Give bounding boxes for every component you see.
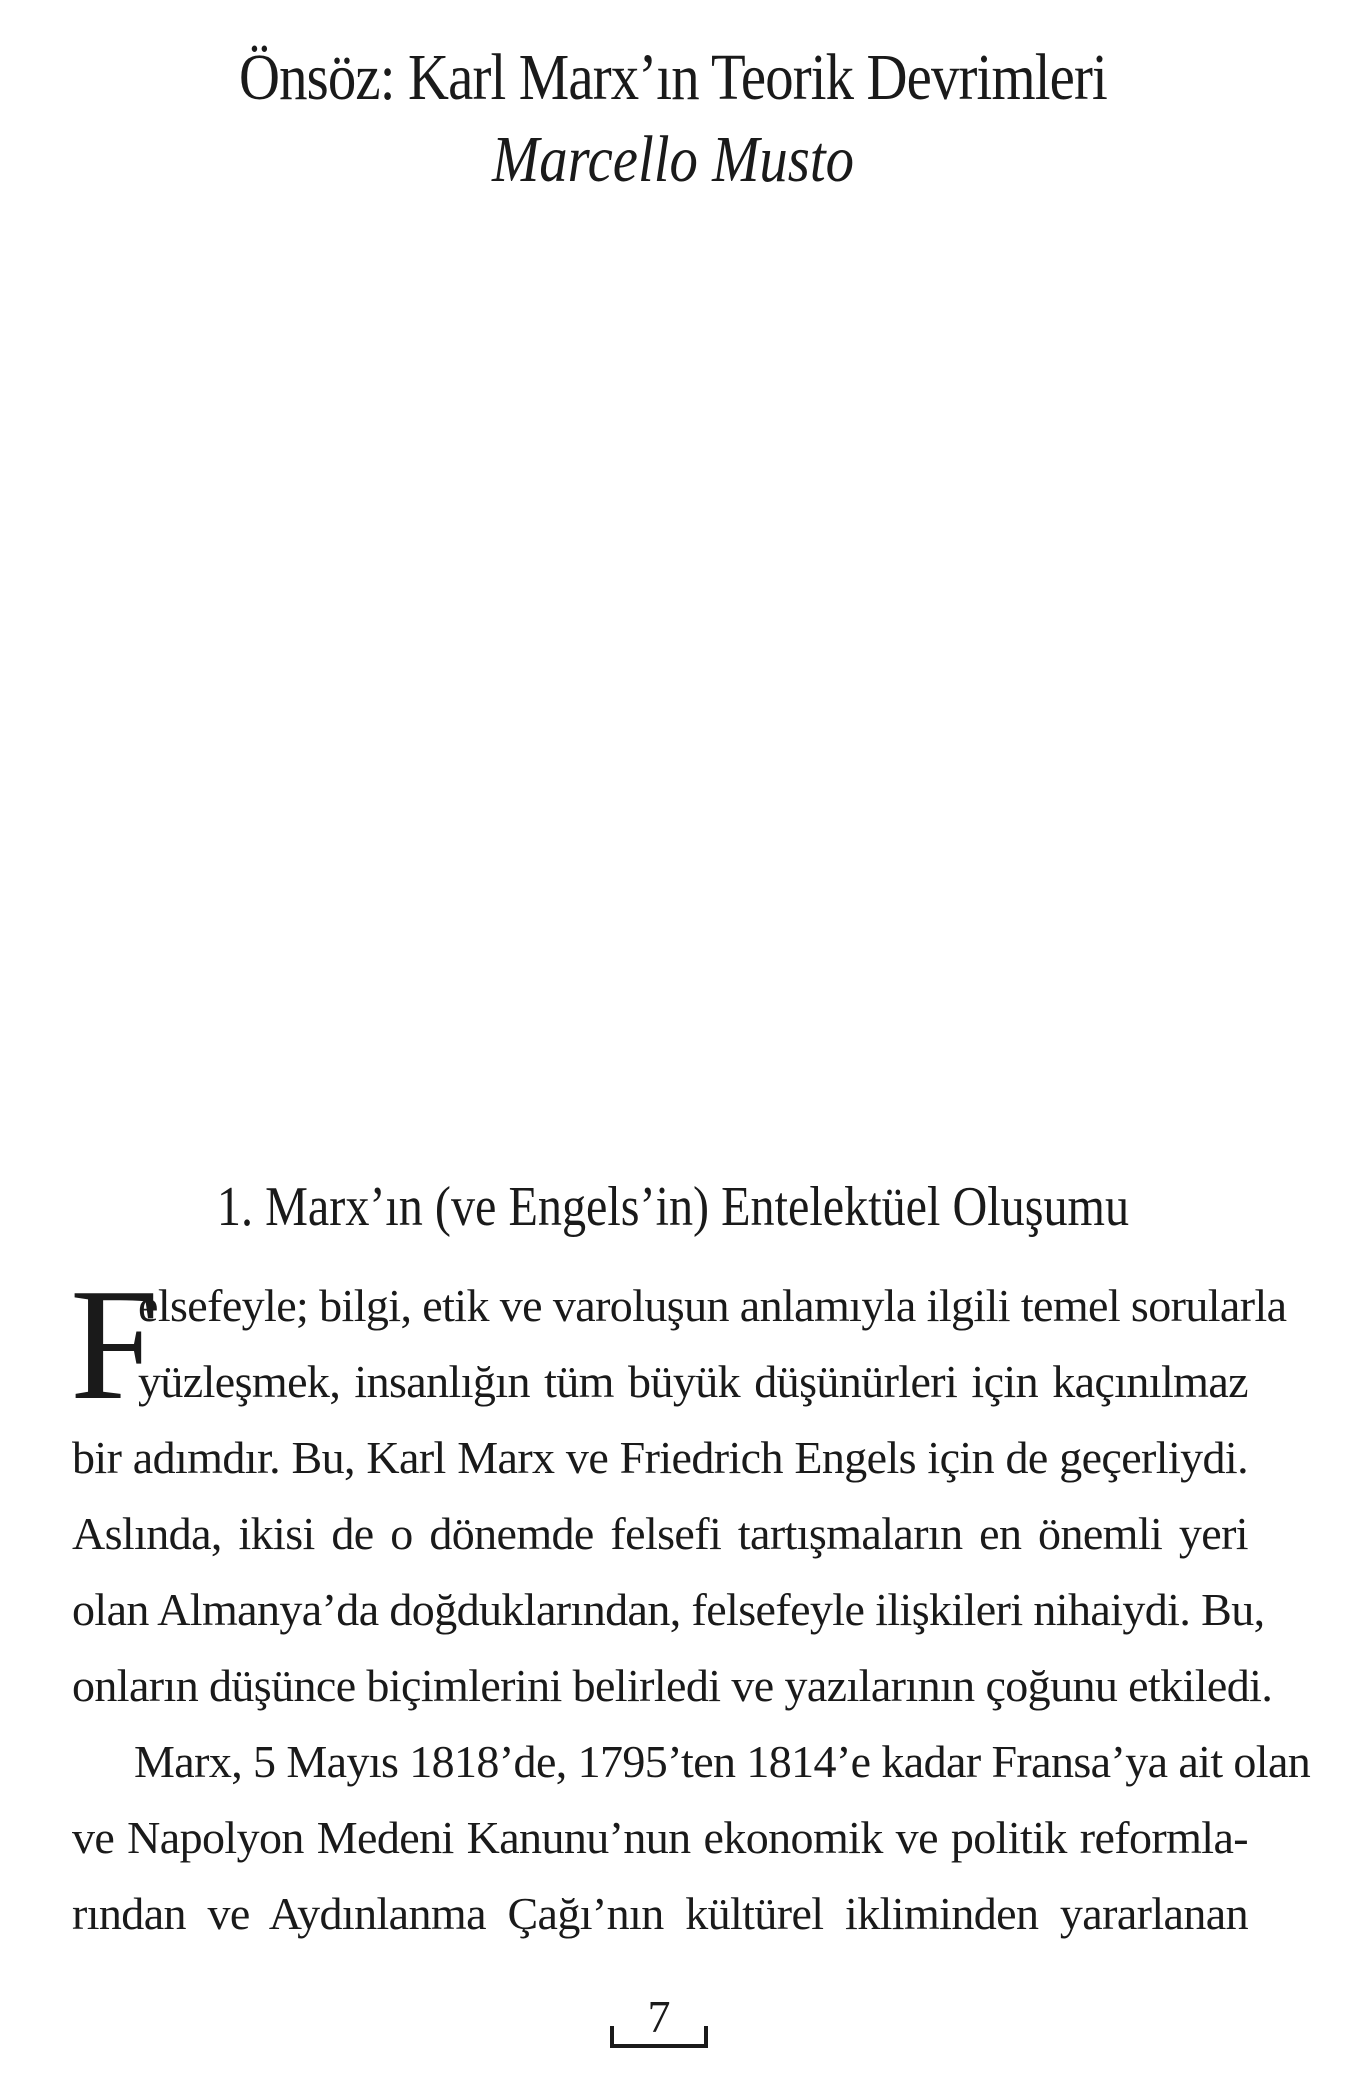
page-number-rule bbox=[610, 2044, 708, 2048]
text-line: yüzleşmek, insanlığın tüm büyük düşünürleri için kaçınılmaz bbox=[138, 1356, 1248, 1407]
text-line: ve Napolyon Medeni Kanunu’nun ekonomik ve politik reformla- bbox=[72, 1812, 1248, 1863]
page-number-block bbox=[610, 1992, 708, 2052]
page-number: 7 bbox=[647, 1991, 671, 2042]
body-text bbox=[70, 1255, 1311, 1952]
text-line: Aslında, ikisi de o dönemde felsefi tartışmaların en önemli yeri bbox=[72, 1508, 1248, 1559]
text-line: rından ve Aydınlanma Çağı’nın kültürel ikliminden yararlanan bbox=[72, 1888, 1248, 1939]
page-number-bracket-right bbox=[704, 2026, 708, 2048]
chapter-author: Marcello Musto bbox=[491, 123, 855, 196]
text-line: onların düşünce biçimlerini belirledi ve yazılarının çoğunu etkiledi. bbox=[72, 1660, 1273, 1711]
drop-cap: F bbox=[70, 1255, 159, 1433]
text-line: olan Almanya’da doğduklarından, felsefeyle ilişkileri nihaiydi. Bu, bbox=[72, 1584, 1265, 1635]
chapter-header bbox=[0, 38, 1346, 200]
section-title: 1. Marx’ın (ve Engels’in) Entelektüel Oluşumu bbox=[216, 1176, 1130, 1238]
text-line: bir adımdır. Bu, Karl Marx ve Friedrich Engels için de geçerliydi. bbox=[72, 1432, 1248, 1483]
text-line: elsefeyle; bilgi, etik ve varoluşun anlamıyla ilgili temel sorularla bbox=[138, 1280, 1287, 1331]
text-line: Marx, 5 Mayıs 1818’de, 1795’ten 1814’e kadar Fransa’ya ait olan bbox=[134, 1736, 1311, 1787]
chapter-title: Önsöz: Karl Marx’ın Teorik Devrimleri bbox=[239, 41, 1107, 114]
